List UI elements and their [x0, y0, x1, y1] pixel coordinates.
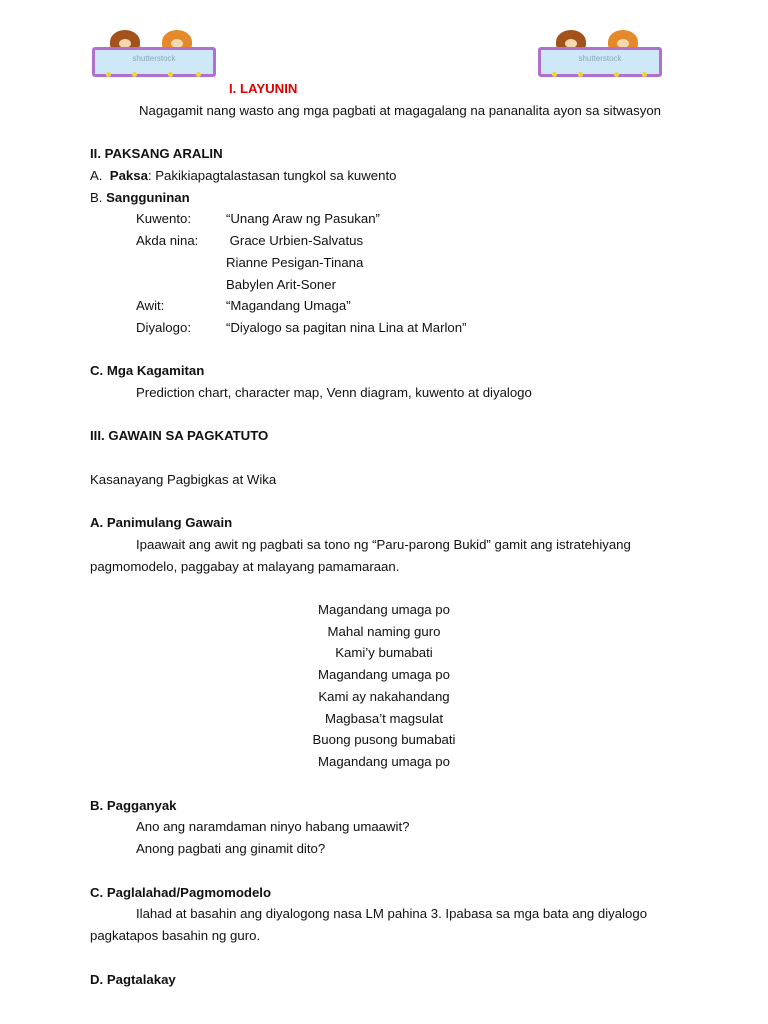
song-line: Kami ay nakahandang [318, 689, 450, 704]
reference-value: Babylen Arit-Soner [226, 277, 336, 292]
header-banner-right [538, 30, 664, 80]
layunin-text: Nagagamit nang wasto ang mga pagbati at magagalang na pananalita ayon sa sitwasyon [139, 103, 661, 118]
song-line: Magandang umaga po [318, 754, 450, 769]
watermark: shutterstock [578, 54, 622, 63]
reference-label: Kuwento: [136, 211, 191, 226]
panimulang-gawain-heading: A. Panimulang Gawain [90, 515, 233, 530]
watermark: shutterstock [132, 54, 176, 63]
reference-value: “Diyalogo sa pagitan nina Lina at Marlon” [226, 320, 467, 335]
song-line: Buong pusong bumabati [312, 732, 456, 747]
panimulang-gawain-text: Ipaawait ang awit ng pagbati sa tono ng “Paru-parong Bukid” gamit ang istratehiyang [136, 537, 631, 552]
reference-value: “Magandang Umaga” [226, 298, 351, 313]
paksa-line [90, 167, 396, 185]
song-line: Mahal naming guro [327, 624, 441, 639]
reference-label: Diyalogo: [136, 320, 191, 335]
header-banner-left [92, 30, 218, 80]
panimulang-gawain-text: pagmomodelo, paggabay at malayang pamamaraan. [90, 559, 400, 574]
song-line: Magandang umaga po [318, 667, 450, 682]
paglalahad-text: Ilahad at basahin ang diyalogong nasa LM pahina 3. Ipabasa sa mga bata ang diyalogo [136, 906, 648, 921]
song-line: Magandang umaga po [318, 602, 450, 617]
gawain-subheading: Kasanayang Pagbigkas at Wika [90, 472, 277, 487]
list-marker: A. [90, 168, 103, 183]
reference-value: Grace Urbien-Salvatus [226, 233, 364, 248]
sangguninan-line [90, 189, 190, 207]
sangguninan-label: Sangguninan [106, 190, 190, 205]
pagganyak-question: Anong pagbati ang ginamit dito? [136, 841, 326, 856]
kagamitan-heading: C. Mga Kagamitan [90, 363, 205, 378]
reference-value: “Unang Araw ng Pasukan” [226, 211, 380, 226]
reference-value: Rianne Pesigan-Tinana [226, 255, 364, 270]
paksa-text: : Pakikiapagtalastasan tungkol sa kuwento [147, 168, 397, 183]
section-heading-layunin: I. LAYUNIN [229, 81, 298, 96]
paksa-label: Paksa [109, 168, 148, 183]
section-heading-paksang-aralin: II. PAKSANG ARALIN [90, 146, 223, 161]
pagtalakay-heading: D. Pagtalakay [90, 972, 176, 987]
reference-label: Akda nina: [136, 233, 199, 248]
paglalahad-text: pagkatapos basahin ng guro. [90, 928, 261, 943]
list-marker: B. [90, 190, 103, 205]
kagamitan-text: Prediction chart, character map, Venn diagram, kuwento at diyalogo [136, 385, 532, 400]
song-line: Magbasa’t magsulat [324, 711, 444, 726]
song-line: Kami’y bumabati [335, 645, 433, 660]
section-heading-gawain: III. GAWAIN SA PAGKATUTO [90, 428, 269, 443]
pagganyak-question: Ano ang naramdaman ninyo habang umaawit? [136, 819, 410, 834]
paglalahad-heading: C. Paglalahad/Pagmomodelo [90, 885, 271, 900]
reference-label: Awit: [136, 298, 165, 313]
pagganyak-heading: B. Pagganyak [90, 798, 177, 813]
